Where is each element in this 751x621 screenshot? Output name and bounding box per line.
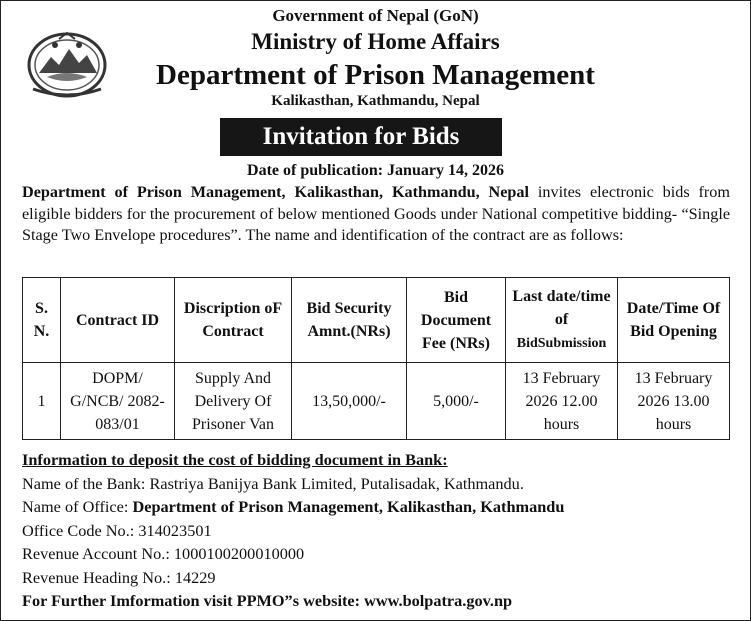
- cell-bid-security: 13,50,000/-: [292, 363, 407, 440]
- revenue-account: Revenue Account No.: 1000100200010000: [22, 544, 305, 563]
- page-title: Invitation for Bids: [220, 118, 502, 156]
- government-title: Government of Nepal (GoN): [272, 6, 479, 25]
- website-footer: For Further Imformation visit PPMO”s website: www.bolpatra.gov.np: [22, 591, 513, 610]
- office-code: Office Code No.: 314023501: [22, 520, 212, 540]
- ministry-title: Ministry of Home Affairs: [251, 29, 500, 54]
- bank-name: Name of the Bank: Rastriya Banijya Bank Limited, Putalisadak, Kathmandu.: [22, 473, 524, 493]
- deposit-info: [22, 448, 564, 613]
- col-last-date-a: Last date/time of: [512, 288, 611, 328]
- cell-contract-id: DOPM/ G/NCB/ 2082-083/01: [61, 363, 175, 440]
- office-name: [22, 495, 564, 519]
- col-bid-fee: Bid Document Fee (NRs): [407, 278, 506, 363]
- revenue-heading: Revenue Heading No.: 14229: [22, 567, 216, 587]
- department-address: Kalikasthan, Kathmandu, Nepal: [271, 93, 480, 109]
- cell-last-date: 13 February 2026 12.00 hours: [506, 363, 618, 440]
- cell-description: Supply And Delivery Of Prisoner Van: [175, 363, 292, 440]
- cell-bid-fee: 5,000/-: [407, 363, 506, 440]
- col-sn: S. N.: [23, 278, 61, 363]
- office-value: Department of Prison Management, Kalikasthan, Kathmandu: [132, 497, 565, 516]
- contract-table: [22, 277, 730, 440]
- col-last-date-b: BidSubmission: [516, 336, 607, 351]
- intro-paragraph: [22, 182, 730, 247]
- cell-sn: 1: [23, 363, 61, 440]
- col-description: Discription oF Contract: [175, 278, 292, 363]
- table-header-row: [23, 278, 730, 363]
- intro-text: invites electronic bids from eligible bidders for the procurement of below mentioned Goods under National competitive bidding- “Single Stage Two Envelope procedures”. The name and identification of the contract are as follows:: [22, 183, 730, 245]
- table-row: [23, 363, 730, 440]
- col-last-date: [506, 278, 618, 363]
- col-contract-id: Contract ID: [61, 278, 175, 363]
- office-label: Name of Office:: [22, 497, 133, 516]
- deposit-title: Information to deposit the cost of bidding document in Bank:: [22, 450, 448, 469]
- col-opening: Date/Time Of Bid Opening: [618, 278, 730, 363]
- department-title: Department of Prison Management: [156, 59, 595, 91]
- cell-opening: 13 February 2026 13.00 hours: [618, 363, 730, 440]
- publication-date: Date of publication: January 14, 2026: [247, 162, 504, 179]
- intro-department: Department of Prison Management, Kalikasthan, Kathmandu, Nepal: [22, 183, 530, 201]
- col-bid-security: Bid Security Amnt.(NRs): [292, 278, 407, 363]
